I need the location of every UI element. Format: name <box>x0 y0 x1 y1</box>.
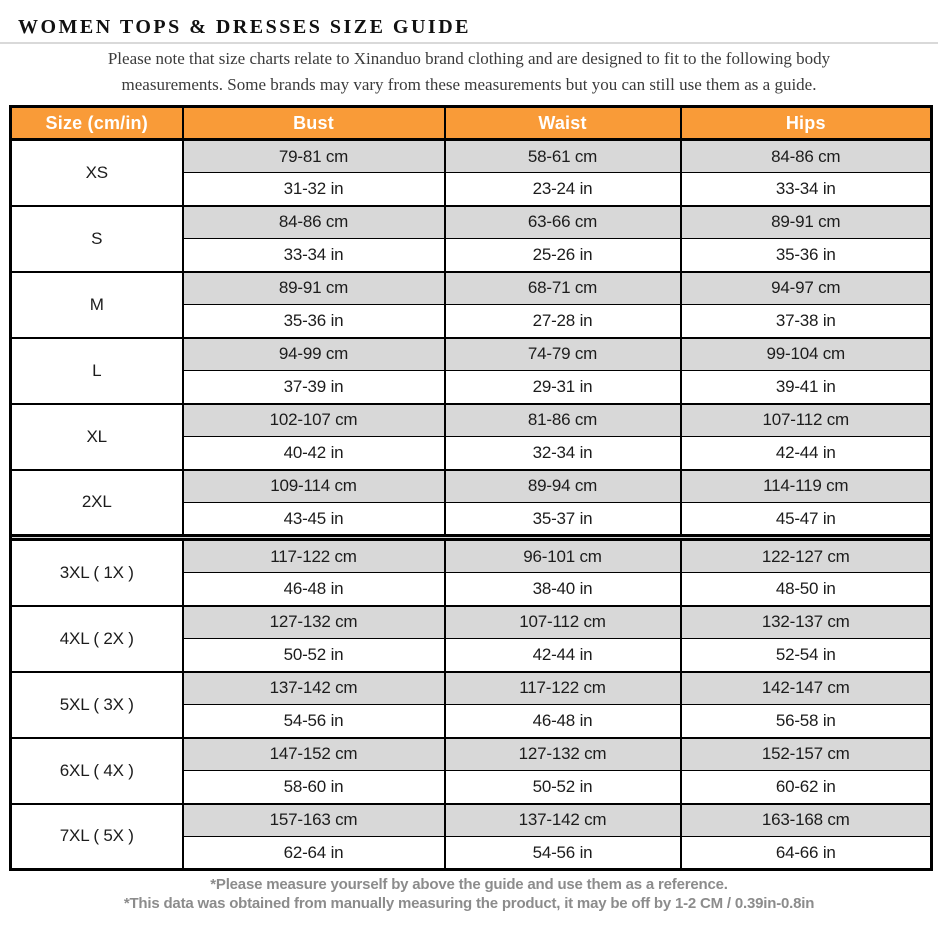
waist-in-value: 32-34 in <box>445 437 681 470</box>
header-row <box>11 107 932 140</box>
waist-in-value: 29-31 in <box>445 371 681 404</box>
size-label-7xl: 7XL ( 5X ) <box>11 804 183 870</box>
waist-cm-value: 127-132 cm <box>445 738 681 771</box>
waist-cm-value: 68-71 cm <box>445 272 681 305</box>
table-row <box>11 672 932 705</box>
hips-in-value: 35-36 in <box>681 239 932 272</box>
waist-in-value: 35-37 in <box>445 503 681 536</box>
bust-cm-value: 157-163 cm <box>183 804 445 837</box>
column-header-waist: Waist <box>445 107 681 140</box>
size-label-2xl: 2XL <box>11 470 183 536</box>
waist-in-value: 27-28 in <box>445 305 681 338</box>
title-divider <box>0 42 938 44</box>
waist-cm-value: 137-142 cm <box>445 804 681 837</box>
size-label-xs: XS <box>11 140 183 206</box>
bust-in-value: 37-39 in <box>183 371 445 404</box>
hips-in-value: 45-47 in <box>681 503 932 536</box>
hips-cm-value: 99-104 cm <box>681 338 932 371</box>
hips-cm-value: 84-86 cm <box>681 140 932 173</box>
footnotes <box>0 875 938 913</box>
hips-in-value: 48-50 in <box>681 573 932 606</box>
hips-cm-value: 122-127 cm <box>681 540 932 573</box>
hips-cm-value: 114-119 cm <box>681 470 932 503</box>
bust-cm-value: 109-114 cm <box>183 470 445 503</box>
bust-cm-value: 147-152 cm <box>183 738 445 771</box>
column-header-bust: Bust <box>183 107 445 140</box>
size-label-6xl: 6XL ( 4X ) <box>11 738 183 804</box>
waist-cm-value: 89-94 cm <box>445 470 681 503</box>
hips-in-value: 64-66 in <box>681 837 932 870</box>
bust-cm-value: 94-99 cm <box>183 338 445 371</box>
size-guide-page <box>0 16 938 950</box>
hips-in-value: 60-62 in <box>681 771 932 804</box>
waist-cm-value: 117-122 cm <box>445 672 681 705</box>
waist-cm-value: 96-101 cm <box>445 540 681 573</box>
table-row <box>11 606 932 639</box>
waist-cm-value: 58-61 cm <box>445 140 681 173</box>
size-label-4xl: 4XL ( 2X ) <box>11 606 183 672</box>
size-label-s: S <box>11 206 183 272</box>
table-row <box>11 404 932 437</box>
hips-in-value: 42-44 in <box>681 437 932 470</box>
bust-in-value: 50-52 in <box>183 639 445 672</box>
waist-cm-value: 63-66 cm <box>445 206 681 239</box>
bust-cm-value: 127-132 cm <box>183 606 445 639</box>
waist-in-value: 38-40 in <box>445 573 681 606</box>
bust-cm-value: 89-91 cm <box>183 272 445 305</box>
table-row <box>11 470 932 503</box>
table-row <box>11 540 932 573</box>
bust-in-value: 43-45 in <box>183 503 445 536</box>
bust-in-value: 58-60 in <box>183 771 445 804</box>
bust-in-value: 46-48 in <box>183 573 445 606</box>
size-label-5xl: 5XL ( 3X ) <box>11 672 183 738</box>
page-title: WOMEN TOPS & DRESSES SIZE GUIDE <box>18 16 471 38</box>
hips-in-value: 37-38 in <box>681 305 932 338</box>
intro-note-line2: measurements. Some brands may vary from these measurements but you can still use them as a guide. <box>121 75 817 94</box>
table-row <box>11 738 932 771</box>
bust-in-value: 31-32 in <box>183 173 445 206</box>
bust-cm-value: 117-122 cm <box>183 540 445 573</box>
size-label-3xl: 3XL ( 1X ) <box>11 540 183 606</box>
column-header-size: Size (cm/in) <box>11 107 183 140</box>
bust-in-value: 62-64 in <box>183 837 445 870</box>
intro-note <box>6 46 932 98</box>
bust-in-value: 33-34 in <box>183 239 445 272</box>
hips-cm-value: 132-137 cm <box>681 606 932 639</box>
waist-cm-value: 74-79 cm <box>445 338 681 371</box>
hips-in-value: 52-54 in <box>681 639 932 672</box>
table-row <box>11 804 932 837</box>
hips-in-value: 39-41 in <box>681 371 932 404</box>
table-row <box>11 338 932 371</box>
size-label-m: M <box>11 272 183 338</box>
bust-cm-value: 79-81 cm <box>183 140 445 173</box>
bust-cm-value: 84-86 cm <box>183 206 445 239</box>
footnote-measure-reference: *Please measure yourself by above the guide and use them as a reference. <box>210 876 728 893</box>
hips-in-value: 56-58 in <box>681 705 932 738</box>
waist-cm-value: 81-86 cm <box>445 404 681 437</box>
waist-in-value: 42-44 in <box>445 639 681 672</box>
waist-in-value: 23-24 in <box>445 173 681 206</box>
hips-cm-value: 152-157 cm <box>681 738 932 771</box>
bust-in-value: 35-36 in <box>183 305 445 338</box>
table-row <box>11 206 932 239</box>
column-header-hips: Hips <box>681 107 932 140</box>
hips-cm-value: 163-168 cm <box>681 804 932 837</box>
intro-note-line1: Please note that size charts relate to Xinanduo brand clothing and are designed to fit to the following body <box>107 49 831 68</box>
size-label-xl: XL <box>11 404 183 470</box>
hips-cm-value: 142-147 cm <box>681 672 932 705</box>
footnote-measure-tolerance: *This data was obtained from manually measuring the product, it may be off by 1-2 CM / 0.39in-0.8in <box>123 895 815 912</box>
hips-cm-value: 89-91 cm <box>681 206 932 239</box>
size-chart-table <box>9 105 933 871</box>
waist-in-value: 25-26 in <box>445 239 681 272</box>
bust-in-value: 40-42 in <box>183 437 445 470</box>
waist-in-value: 50-52 in <box>445 771 681 804</box>
bust-in-value: 54-56 in <box>183 705 445 738</box>
size-label-l: L <box>11 338 183 404</box>
bust-cm-value: 137-142 cm <box>183 672 445 705</box>
bust-cm-value: 102-107 cm <box>183 404 445 437</box>
hips-in-value: 33-34 in <box>681 173 932 206</box>
waist-cm-value: 107-112 cm <box>445 606 681 639</box>
hips-cm-value: 107-112 cm <box>681 404 932 437</box>
table-row <box>11 140 932 173</box>
waist-in-value: 46-48 in <box>445 705 681 738</box>
table-row <box>11 272 932 305</box>
waist-in-value: 54-56 in <box>445 837 681 870</box>
hips-cm-value: 94-97 cm <box>681 272 932 305</box>
